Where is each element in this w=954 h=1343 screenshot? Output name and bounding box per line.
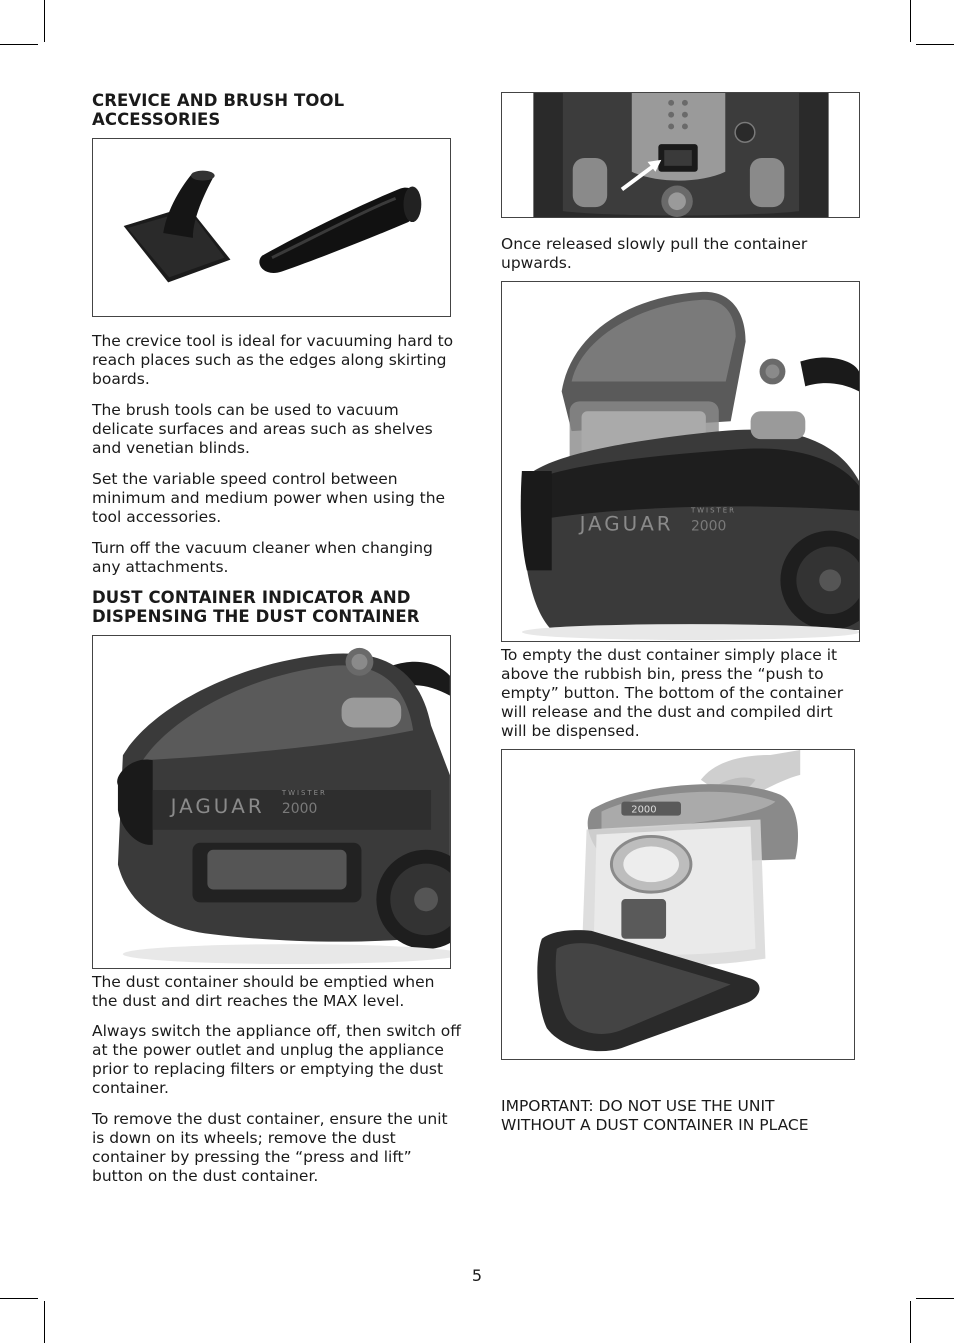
paragraph-brush-tools: The brush tools can be used to vacuum delicate surfaces and areas such as shelves and venetian blinds. xyxy=(92,401,433,457)
heading-crevice-brush: CREVICE AND BRUSH TOOL ACCESSORIES xyxy=(92,91,345,129)
vacuum-open-illustration xyxy=(502,282,859,641)
brand-logo: JAGUAR xyxy=(579,512,674,536)
crop-mark xyxy=(916,44,954,45)
paragraph-empty-max: The dust container should be emptied when the dust and dirt reaches the MAX level. xyxy=(92,973,435,1010)
paragraph-empty-container: To empty the dust container simply place it above the rubbish bin, press the “push to empty” button. The bottom of the container will release and the dust and compiled dirt will be dispensed. xyxy=(501,646,844,740)
paragraph-remove-container: To remove the dust container, ensure the unit is down on its wheels; remove the dust container by pressing the “press and lift” button on the dust container. xyxy=(92,1110,448,1185)
crop-mark xyxy=(44,1301,45,1343)
model-name: TWISTER xyxy=(281,789,327,798)
paragraph-crevice-tool: The crevice tool is ideal for vacuuming hard to reach places such as the edges along skirting boards. xyxy=(92,332,454,388)
model-name: TWISTER xyxy=(690,506,736,515)
paragraph-pull-upwards: Once released slowly pull the container upwards. xyxy=(501,235,808,272)
figure-release-button xyxy=(501,92,860,218)
important-notice: IMPORTANT: DO NOT USE THE UNIT WITHOUT A DUST CONTAINER IN PLACE xyxy=(501,1097,809,1134)
paragraph-speed-control: Set the variable speed control between minimum and medium power when using the tool accessories. xyxy=(92,470,446,526)
figure-vacuum-open xyxy=(501,281,860,642)
figure-tool-accessories xyxy=(92,138,451,317)
heading-dust-container: DUST CONTAINER INDICATOR AND DISPENSING THE DUST CONTAINER xyxy=(92,588,420,626)
paragraph-turn-off: Turn off the vacuum cleaner when changing any attachments. xyxy=(92,539,433,576)
model-number: 2000 xyxy=(631,804,657,816)
crop-mark xyxy=(910,1301,911,1343)
paragraph-switch-off: Always switch the appliance off, then switch off at the power outlet and unplug the appliance prior to replacing filters or emptying the dust container. xyxy=(92,1022,461,1097)
tool-accessories-illustration xyxy=(93,139,450,316)
container-dispense-illustration xyxy=(502,750,854,1059)
crop-mark xyxy=(916,1298,954,1299)
model-number: 2000 xyxy=(281,800,318,817)
crop-mark xyxy=(0,44,38,45)
crop-mark xyxy=(44,0,45,42)
crop-mark xyxy=(910,0,911,42)
page-number: 5 xyxy=(471,1266,483,1285)
crop-mark xyxy=(0,1298,38,1299)
figure-vacuum-closed xyxy=(92,635,451,969)
brand-logo: JAGUAR xyxy=(170,794,265,818)
release-button-illustration xyxy=(502,93,859,217)
model-number: 2000 xyxy=(690,518,727,535)
figure-container-dispense xyxy=(501,749,855,1060)
vacuum-closed-illustration xyxy=(93,636,450,968)
